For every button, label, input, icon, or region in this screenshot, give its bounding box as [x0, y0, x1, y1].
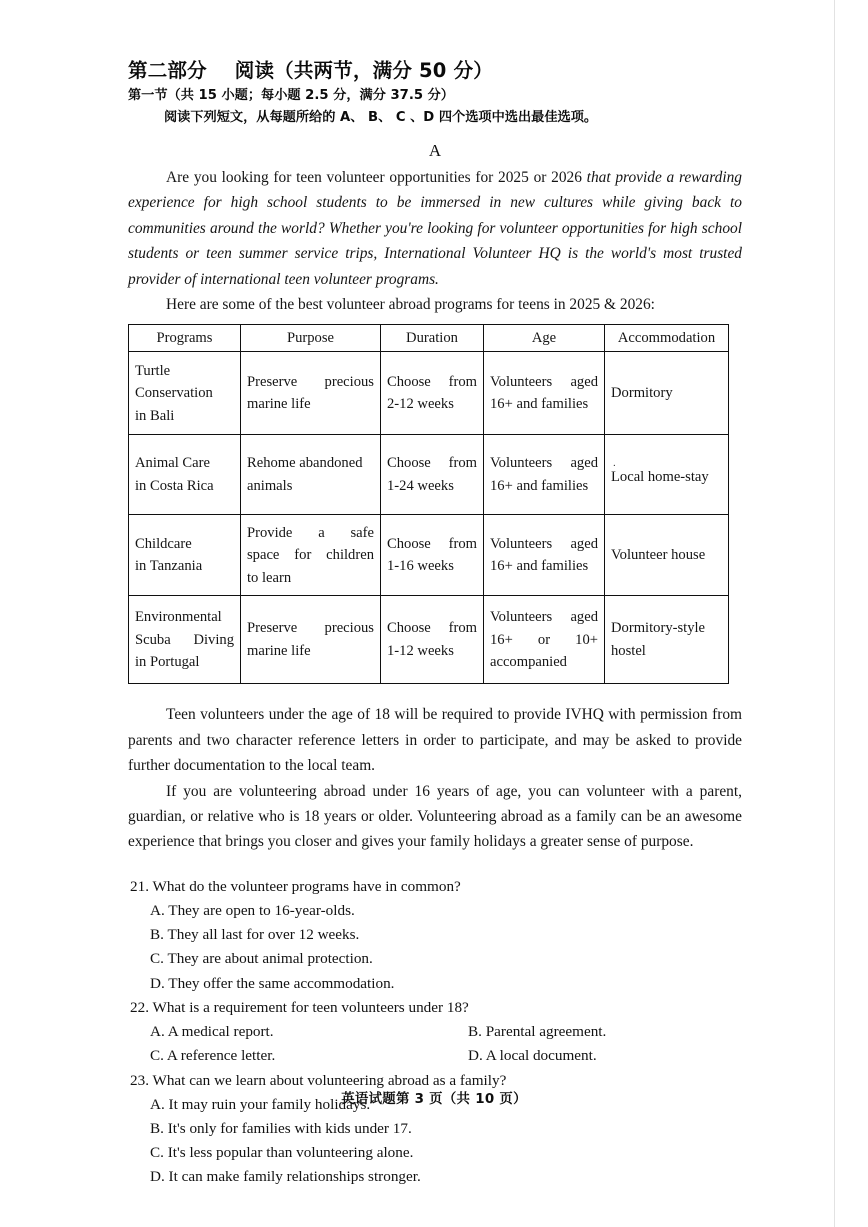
- program-line-1: Childcare: [135, 535, 192, 552]
- passage-paragraph-2: Here are some of the best volunteer abroad programs for teens in 2025 & 2026:: [166, 296, 655, 314]
- cell-age: [484, 515, 605, 596]
- duration-line-1: Choose from: [387, 455, 477, 472]
- age-line-1: Volunteers aged: [490, 373, 598, 390]
- purpose-line-2: space for children: [247, 547, 374, 564]
- table-row: [129, 596, 729, 684]
- cell-duration: [381, 352, 484, 435]
- cell-duration: [381, 596, 484, 684]
- duration-line-1: Choose from: [387, 535, 477, 552]
- duration-line-1: Choose from: [387, 620, 477, 637]
- section-heading: 第二部分 阅读（共两节，满分 50 分）: [128, 59, 493, 82]
- question-23-option-a[interactable]: A. It may ruin your family holidays.: [150, 1095, 371, 1113]
- cell-purpose: [241, 515, 381, 596]
- program-line-2: in Costa Rica: [135, 477, 214, 494]
- cell-purpose: [241, 352, 381, 435]
- cell-purpose: [241, 596, 381, 684]
- duration-line-2: 1-12 weeks: [387, 642, 454, 659]
- col-header-age: Age: [484, 325, 605, 352]
- purpose-line-1: Preserve precious: [247, 373, 374, 390]
- age-line-2: 16+ and families: [490, 558, 589, 575]
- age-line-3: accompanied: [490, 654, 567, 671]
- cell-accommodation: [605, 596, 729, 684]
- question-22-option-d[interactable]: D. A local document.: [468, 1047, 597, 1065]
- cell-program: [129, 515, 241, 596]
- question-22-option-c[interactable]: C. A reference letter.: [150, 1047, 276, 1065]
- purpose-line-3: to learn: [247, 569, 292, 586]
- cell-accommodation: Dormitory: [605, 352, 729, 435]
- subsection-heading: 第一节（共 15 小题；每小题 2.5 分，满分 37.5 分）: [128, 88, 454, 103]
- cell-duration: [381, 515, 484, 596]
- passage-letter: A: [428, 141, 442, 160]
- col-header-purpose: Purpose: [241, 325, 381, 352]
- age-line-1: Volunteers aged: [490, 535, 598, 552]
- passage-paragraph-3: Teen volunteers under the age of 18 will be required to provide IVHQ with permission from parents and two character reference letters in order to participate, and may be asked to provide further documentation to the local team.: [128, 706, 742, 775]
- age-line-2: 16+ and families: [490, 477, 589, 494]
- cell-age: [484, 596, 605, 684]
- reading-instruction: 阅读下列短文，从每题所给的 A、 B、 C 、D 四个选项中选出最佳选项。: [164, 110, 598, 125]
- purpose-line-2: marine life: [247, 396, 311, 413]
- col-header-accommodation: Accommodation: [605, 325, 729, 352]
- table-header-row: [129, 325, 729, 352]
- age-line-2: 16+ or 10+: [490, 631, 598, 648]
- age-line-1: Volunteers aged: [490, 455, 598, 472]
- question-23-stem: 23. What can we learn about volunteering abroad as a family?: [130, 1071, 507, 1089]
- cell-program: [129, 596, 241, 684]
- question-21-option-b[interactable]: B. They all last for over 12 weeks.: [150, 926, 360, 944]
- age-line-1: Volunteers aged: [490, 609, 598, 626]
- purpose-line-2: marine life: [247, 642, 311, 659]
- question-23-option-d[interactable]: D. It can make family relationships stronger.: [150, 1168, 421, 1186]
- program-line-1: Environmental: [135, 609, 222, 626]
- page-footer: 英语试题第 3 页（共 10 页）: [341, 1092, 527, 1107]
- cell-accommodation: [605, 435, 729, 515]
- duration-line-2: 1-24 weeks: [387, 477, 454, 494]
- question-22-stem: 22. What is a requirement for teen volunteers under 18?: [130, 998, 469, 1016]
- program-line-2: Scuba Diving: [135, 631, 234, 648]
- question-22-option-row-2: [128, 1044, 742, 1068]
- passage-p1-part-a: Are you looking for teen volunteer opportunities for 2025 or 2026: [166, 169, 587, 186]
- spacer: [128, 684, 742, 702]
- cell-program: [129, 352, 241, 435]
- duration-line-1: Choose from: [387, 373, 477, 390]
- table-row: [129, 352, 729, 435]
- passage-p1-part-b: that provide a rewarding experience for high school students to be immersed in new cultures while giving back to communities around the world? Whether you're looking for volunteer opportunities for high school students or teen summer service trips, International Volunteer HQ is the world's most trusted provider of international teen volunteer programs.: [128, 169, 742, 288]
- program-line-3: in Bali: [135, 407, 175, 424]
- accommodation-line-1: Local home-stay: [611, 469, 709, 486]
- question-22-option-b[interactable]: B. Parental agreement.: [468, 1023, 607, 1041]
- question-21-option-c[interactable]: C. They are about animal protection.: [150, 950, 373, 968]
- question-22-option-a[interactable]: A. A medical report.: [150, 1023, 274, 1041]
- col-header-programs: Programs: [129, 325, 241, 352]
- purpose-line-1: Provide a safe: [247, 524, 374, 541]
- cell-age: [484, 352, 605, 435]
- purpose-line-2: animals: [247, 477, 293, 494]
- page-content: [128, 58, 742, 1190]
- cell-accommodation: Volunteer house: [605, 515, 729, 596]
- col-header-duration: Duration: [381, 325, 484, 352]
- question-21-stem: 21. What do the volunteer programs have in common?: [130, 877, 461, 895]
- age-line-2: 16+ and families: [490, 396, 589, 413]
- programs-table: [128, 324, 729, 684]
- table-row: [129, 435, 729, 515]
- program-line-1: Turtle: [135, 362, 171, 379]
- cell-purpose: [241, 435, 381, 515]
- accommodation-line-1: Dormitory-style: [611, 620, 706, 637]
- passage-paragraph-1: [128, 165, 742, 292]
- purpose-line-1: Rehome abandoned: [247, 455, 363, 472]
- program-line-2: in Tanzania: [135, 558, 203, 575]
- duration-line-2: 1-16 weeks: [387, 558, 454, 575]
- table-row: [129, 515, 729, 596]
- question-21-option-a[interactable]: A. They are open to 16-year-olds.: [150, 902, 355, 920]
- question-21-option-d[interactable]: D. They offer the same accommodation.: [150, 974, 395, 992]
- questions-block: [128, 875, 742, 1190]
- question-22-option-row-1: [128, 1020, 742, 1044]
- program-line-3: in Portugal: [135, 654, 200, 671]
- accommodation-line-2: hostel: [611, 642, 646, 659]
- program-line-1: Animal Care: [135, 455, 210, 472]
- cell-duration: [381, 435, 484, 515]
- question-23-option-b[interactable]: B. It's only for families with kids under 17.: [150, 1119, 412, 1137]
- duration-line-2: 2-12 weeks: [387, 396, 454, 413]
- purpose-line-1: Preserve precious: [247, 620, 374, 637]
- scan-dot-artifact: .: [613, 457, 616, 470]
- passage-paragraph-4: If you are volunteering abroad under 16 years of age, you can volunteer with a parent, guardian, or relative who is 18 years or older. Volunteering abroad as a family can be an awesome experience that brings you closer and gives your family holidays a greater sense of purpose.: [128, 782, 742, 851]
- cell-program: [129, 435, 241, 515]
- program-line-2: Conservation: [135, 385, 213, 402]
- question-23-option-c[interactable]: C. It's less popular than volunteering alone.: [150, 1144, 414, 1162]
- cell-age: [484, 435, 605, 515]
